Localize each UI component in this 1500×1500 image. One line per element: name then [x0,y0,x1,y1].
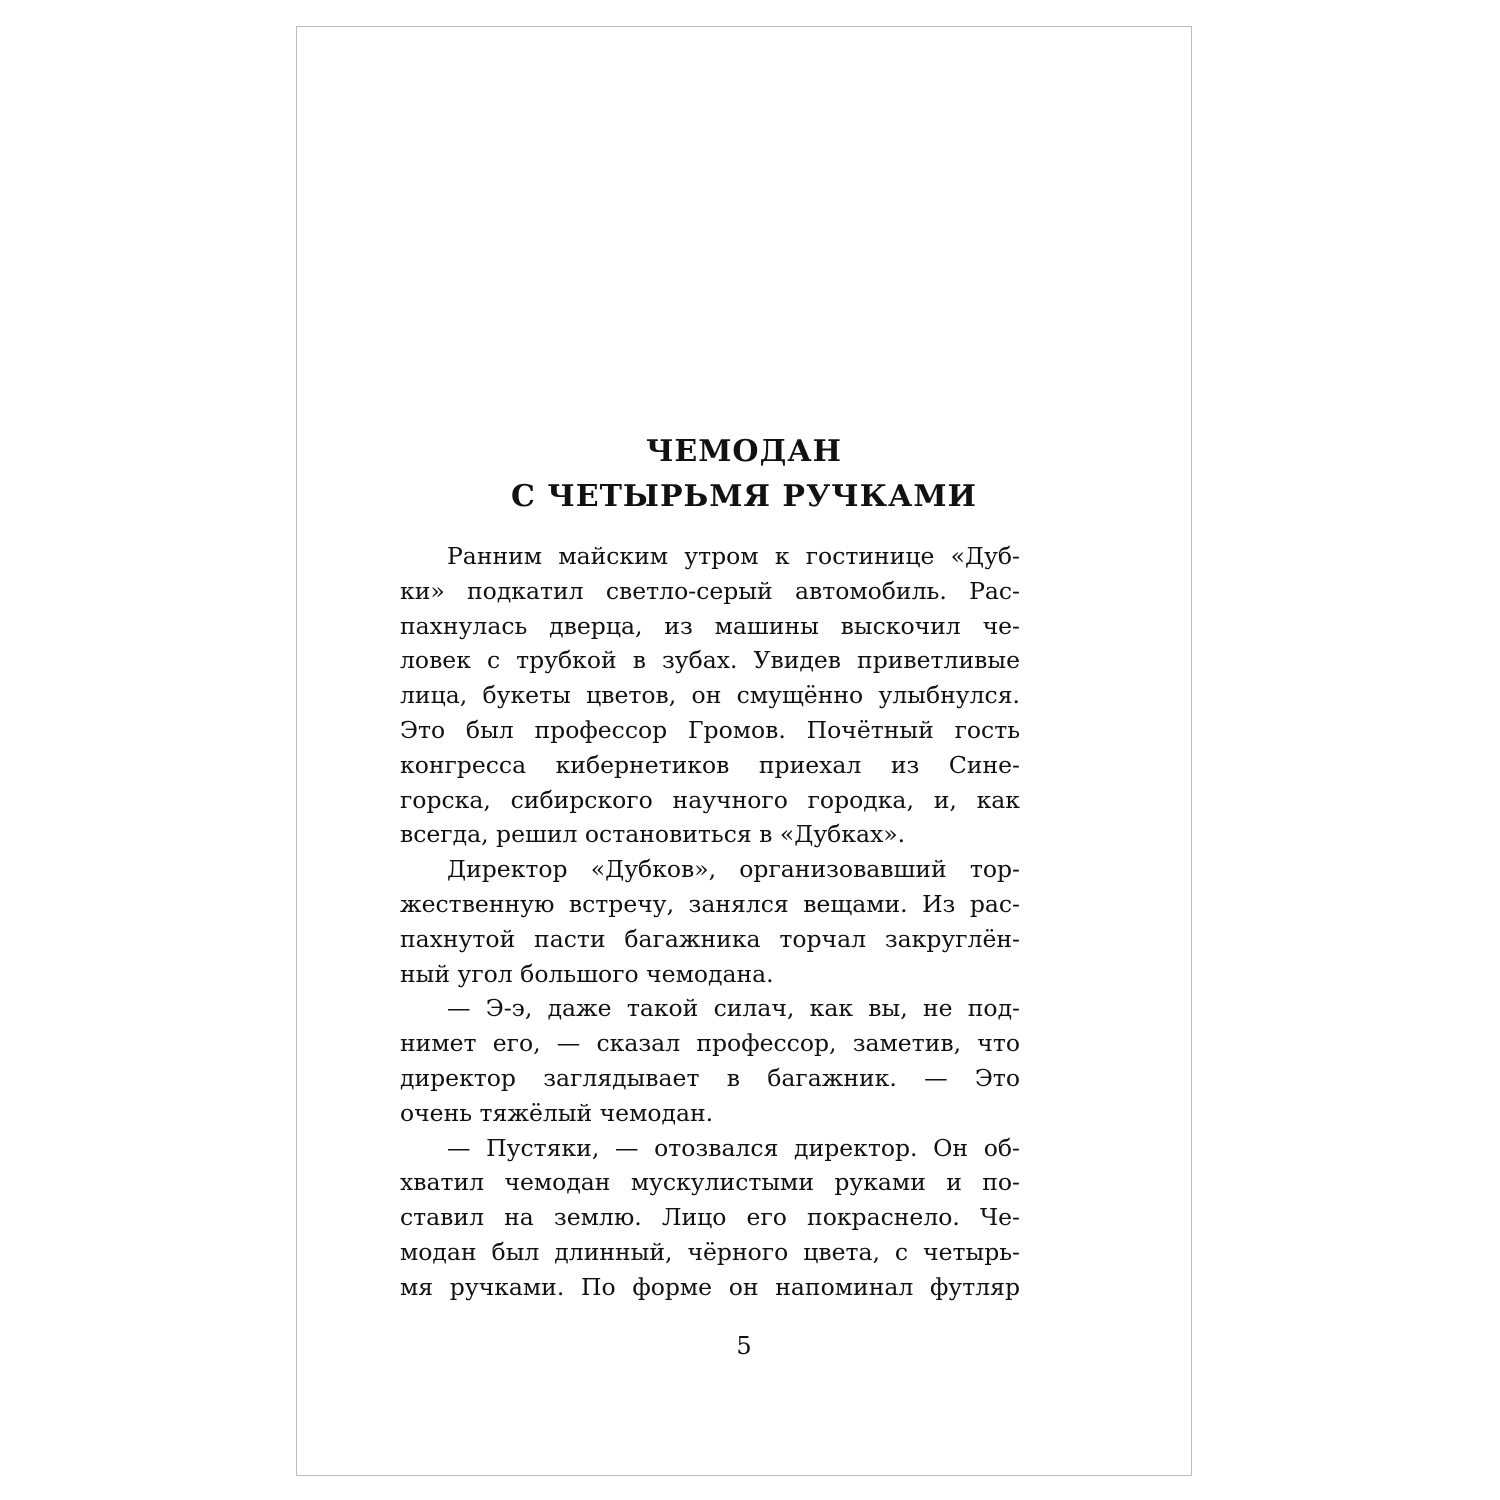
text-line: Это был профессор Громов. Почётный гость [400,715,1020,744]
text-line: Ранним майским утром к гостинице «Дуб- [447,542,1020,570]
text-line: пахнутой пасти багажника торчал закруглён- [400,924,1020,953]
text-line: нимет его, — сказал профессор, заметив, что [400,1029,1020,1058]
text-line: лица, букеты цветов, он смущённо улыбнулся. [400,681,1020,710]
text-line: хватил чемодан мускулистыми руками и по- [400,1168,1020,1197]
text-line: ки» подкатил светло-серый автомобиль. Рас- [400,576,1020,605]
text-line: ставил на землю. Лицо его покраснело. Че- [400,1203,1020,1232]
book-page [296,26,1192,1476]
text-line: ный угол большого чемодана. [400,959,774,988]
text-line: директор заглядывает в багажник. — Это [400,1063,1020,1092]
chapter-title-line-1: ЧЕМОДАН [645,434,843,469]
text-line: пахнулась дверца, из машины выскочил че- [400,611,1020,640]
text-line: всегда, решил остановиться в «Дубках». [400,820,906,849]
text-line: — Э-э, даже такой силач, как вы, не под- [447,994,1020,1023]
text-line: ловек с трубкой в зубах. Увидев приветливые [400,646,1020,675]
text-line: Директор «Дубков», организовавший тор- [447,855,1020,884]
text-line: — Пустяки, — отозвался директор. Он об- [447,1133,1020,1162]
text-line: модан был длинный, чёрного цвета, с четырь- [400,1237,1020,1266]
text-line: горска, сибирского научного городка, и, как [400,785,1020,814]
text-line: мя ручками. По форме он напоминал футляр [400,1272,1020,1301]
text-line: конгресса кибернетиков приехал из Сине- [400,750,1020,779]
text-line: очень тяжёлый чемодан. [400,1098,714,1127]
chapter-title-line-2: С ЧЕТЫРЬМЯ РУЧКАМИ [511,479,977,514]
text-line: жественную встречу, занялся вещами. Из рас- [400,889,1020,918]
page-number: 5 [736,1332,752,1360]
chapter-text [400,539,1020,1305]
